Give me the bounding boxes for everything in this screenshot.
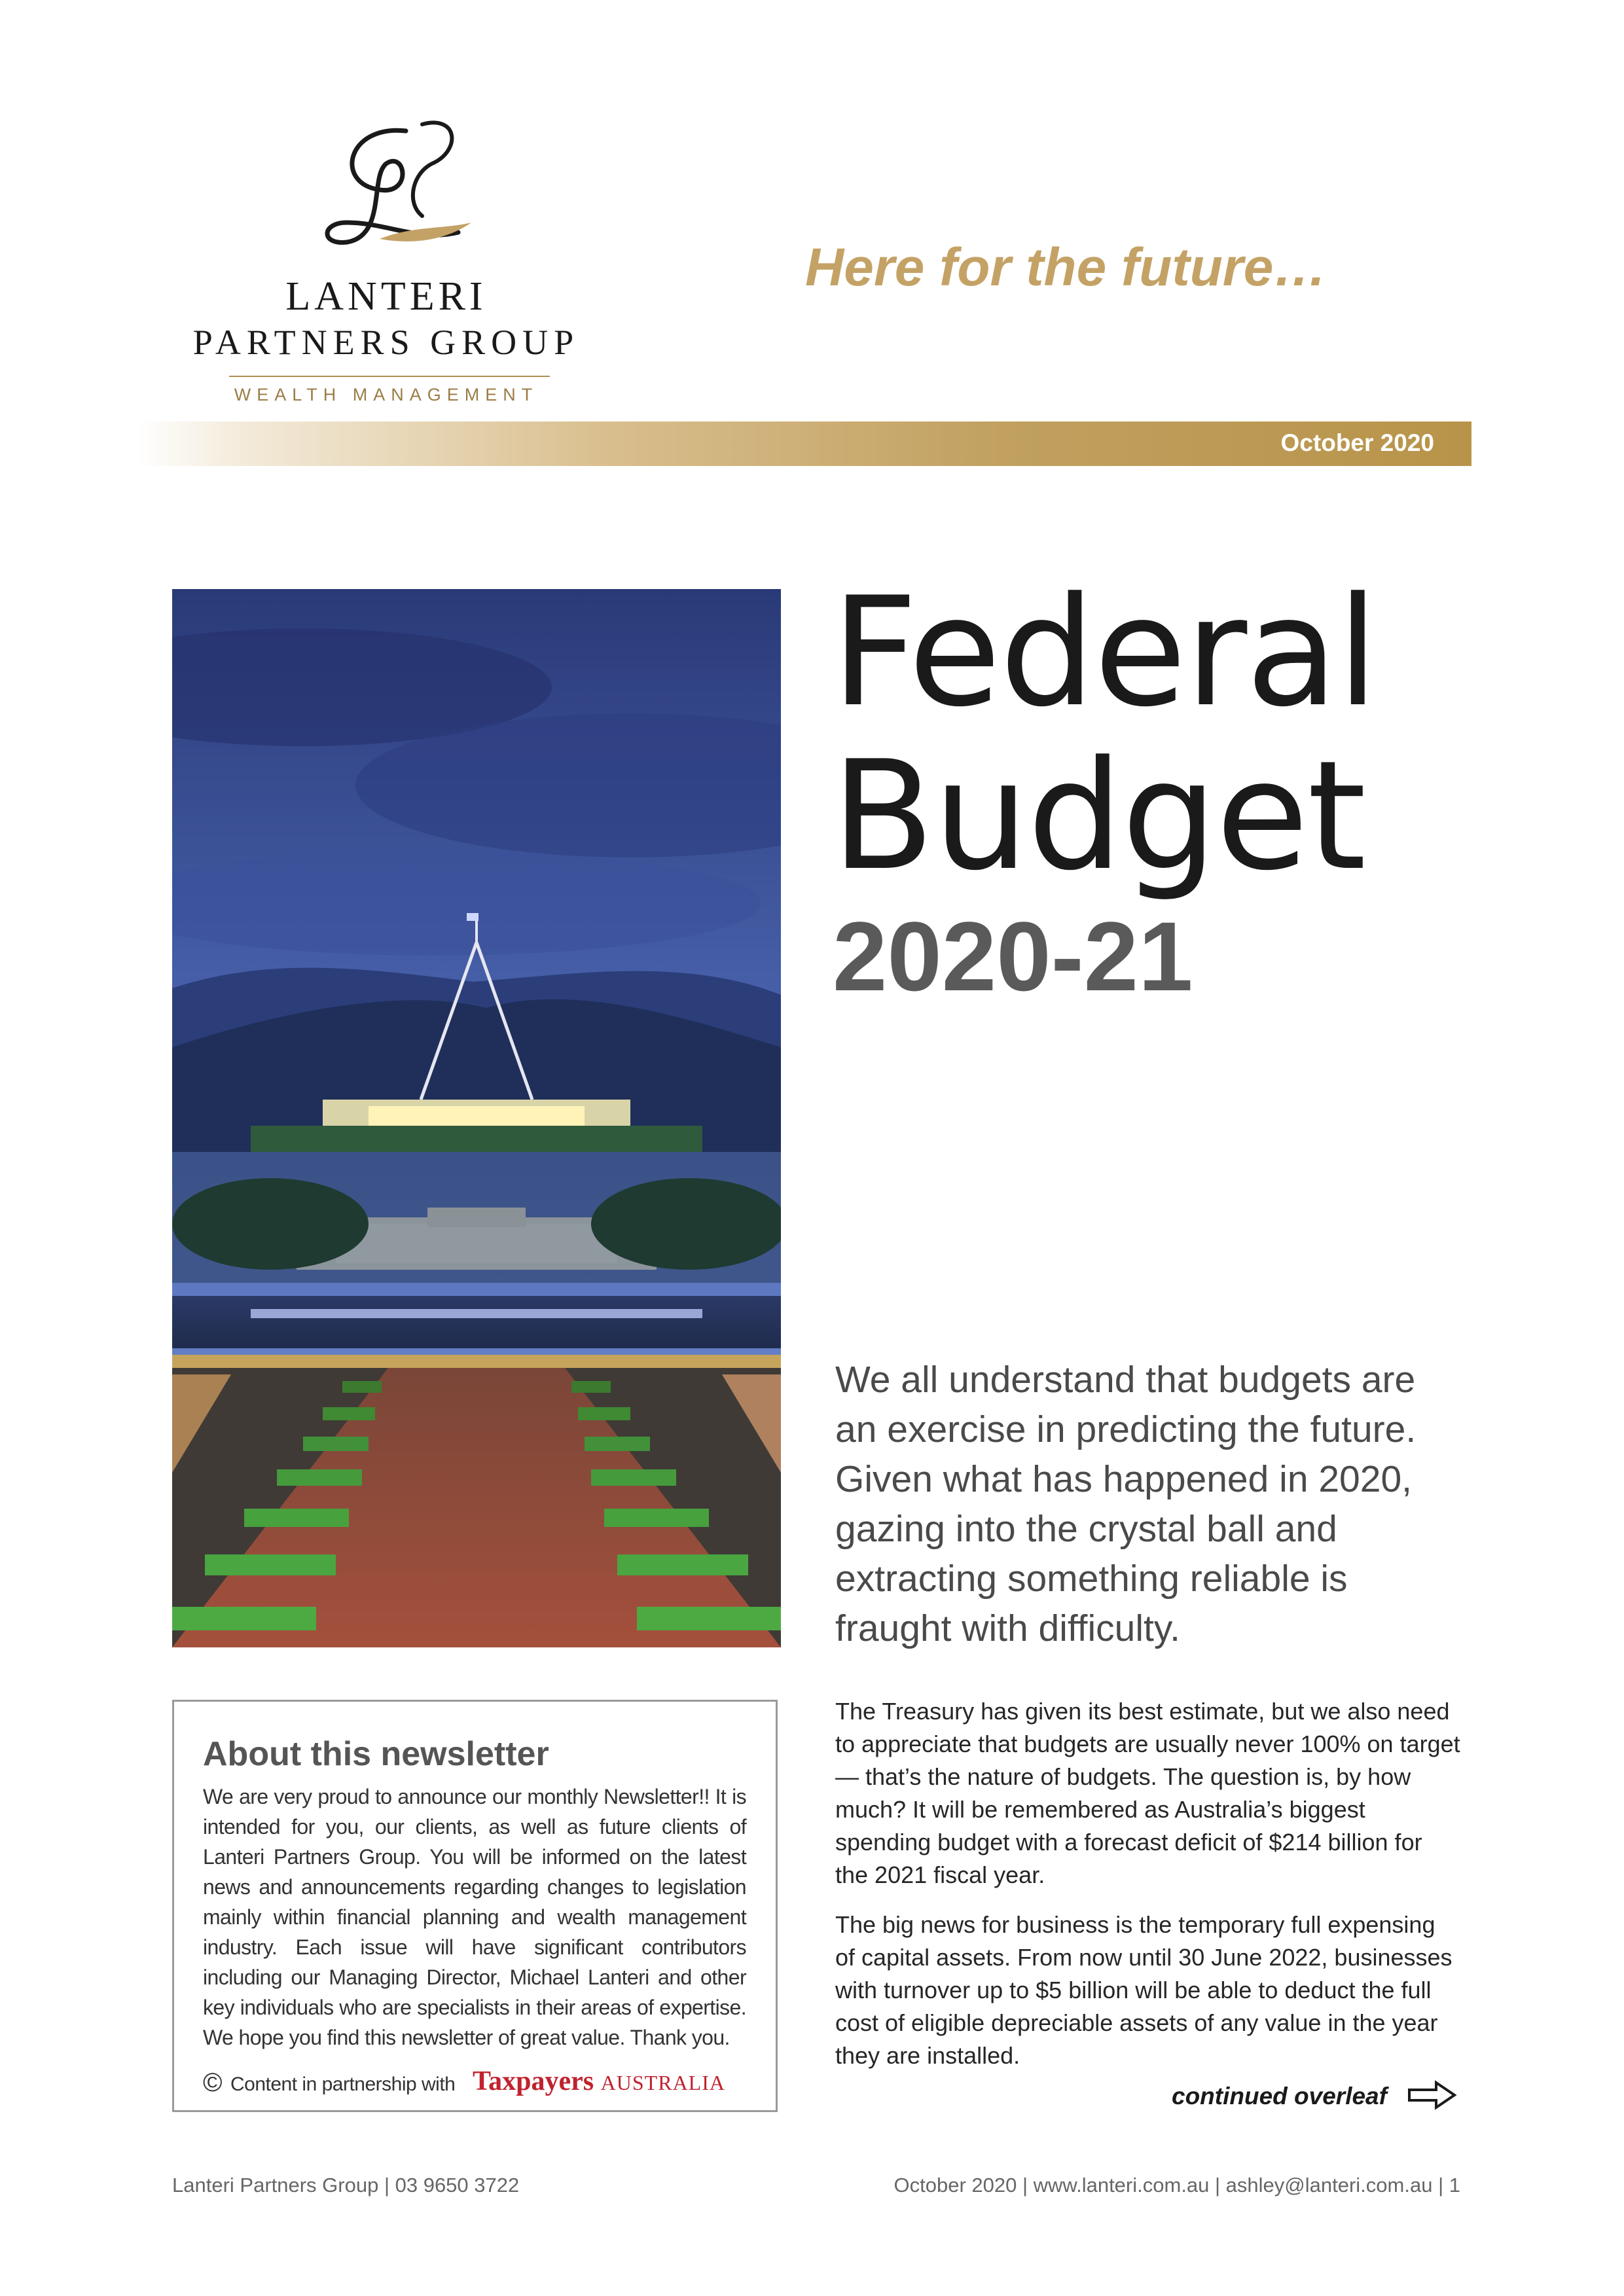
arrow-right-icon (1407, 2080, 1457, 2110)
partner-country: AUSTRALIA (600, 2071, 725, 2094)
logo-subname: PARTNERS GROUP (192, 323, 580, 362)
continued-overleaf: continued overleaf (1172, 2083, 1387, 2109)
body-paragraph-1: The Treasury has given its best estimate, but we also need to appreciate that budgets are usually never 100% on target — that’s the nature of budgets. The question is, by how much? It will be remembered as Australia’s biggest spending budget with a forecast deficit of $214 billion for the 2021 fiscal year. (835, 1698, 1460, 1888)
headline-year: 2020-21 (833, 901, 1193, 1011)
about-title: About this newsletter (203, 1735, 549, 1773)
tagline: Here for the future… (805, 238, 1327, 297)
about-text: We are very proud to announce our monthly Newsletter!! It is intended for you, our clients, as well as future clients of Lanteri Partners Group. You will be informed on the latest news and announcements regarding changes to legislation mainly within financial planning and wealth management industry. Each issue will have significant contributors including our Managing Director, Michael Lanteri and other key individuals who are specialists in their areas of expertise. We hope you find this newsletter of great value. Thank you. (203, 1785, 746, 2049)
footer-contact: Lanteri Partners Group | 03 9650 3722 (172, 2174, 520, 2197)
logo-name: LANTERI (285, 274, 487, 319)
headline-line-1: Federal (831, 565, 1378, 740)
headline-line-2: Budget (831, 729, 1365, 904)
header-band (137, 422, 1471, 466)
script-l-monogram-icon (308, 111, 484, 262)
partner-credit: Content in partnership with (230, 2073, 456, 2095)
intro-paragraph: We all understand that budgets are an exercise in predicting the future. Given what has happened in 2020, gazing into the crystal ball and extracting something reliable is fraught with difficulty. (835, 1359, 1416, 1649)
taxpayers-australia-logo (473, 2066, 725, 2097)
issue-date: October 2020 (1280, 429, 1434, 456)
footer-page-info: October 2020 | www.lanteri.com.au | ashley@lanteri.com.au | 1 (893, 2174, 1460, 2197)
logo-divider (229, 376, 550, 377)
body-paragraph-2: The big news for business is the temporary full expensing of capital assets. From now until 30 June 2022, businesses with turnover up to $5 billion will be able to deduct the full cost of eligible depreciable assets of any value in the year they are installed. (835, 1911, 1453, 2069)
copyright-icon: © (203, 2068, 223, 2097)
partner-name: Taxpayers (473, 2066, 594, 2096)
logo-division: WEALTH MANAGEMENT (234, 385, 539, 404)
parliament-house-photo (172, 589, 781, 1647)
